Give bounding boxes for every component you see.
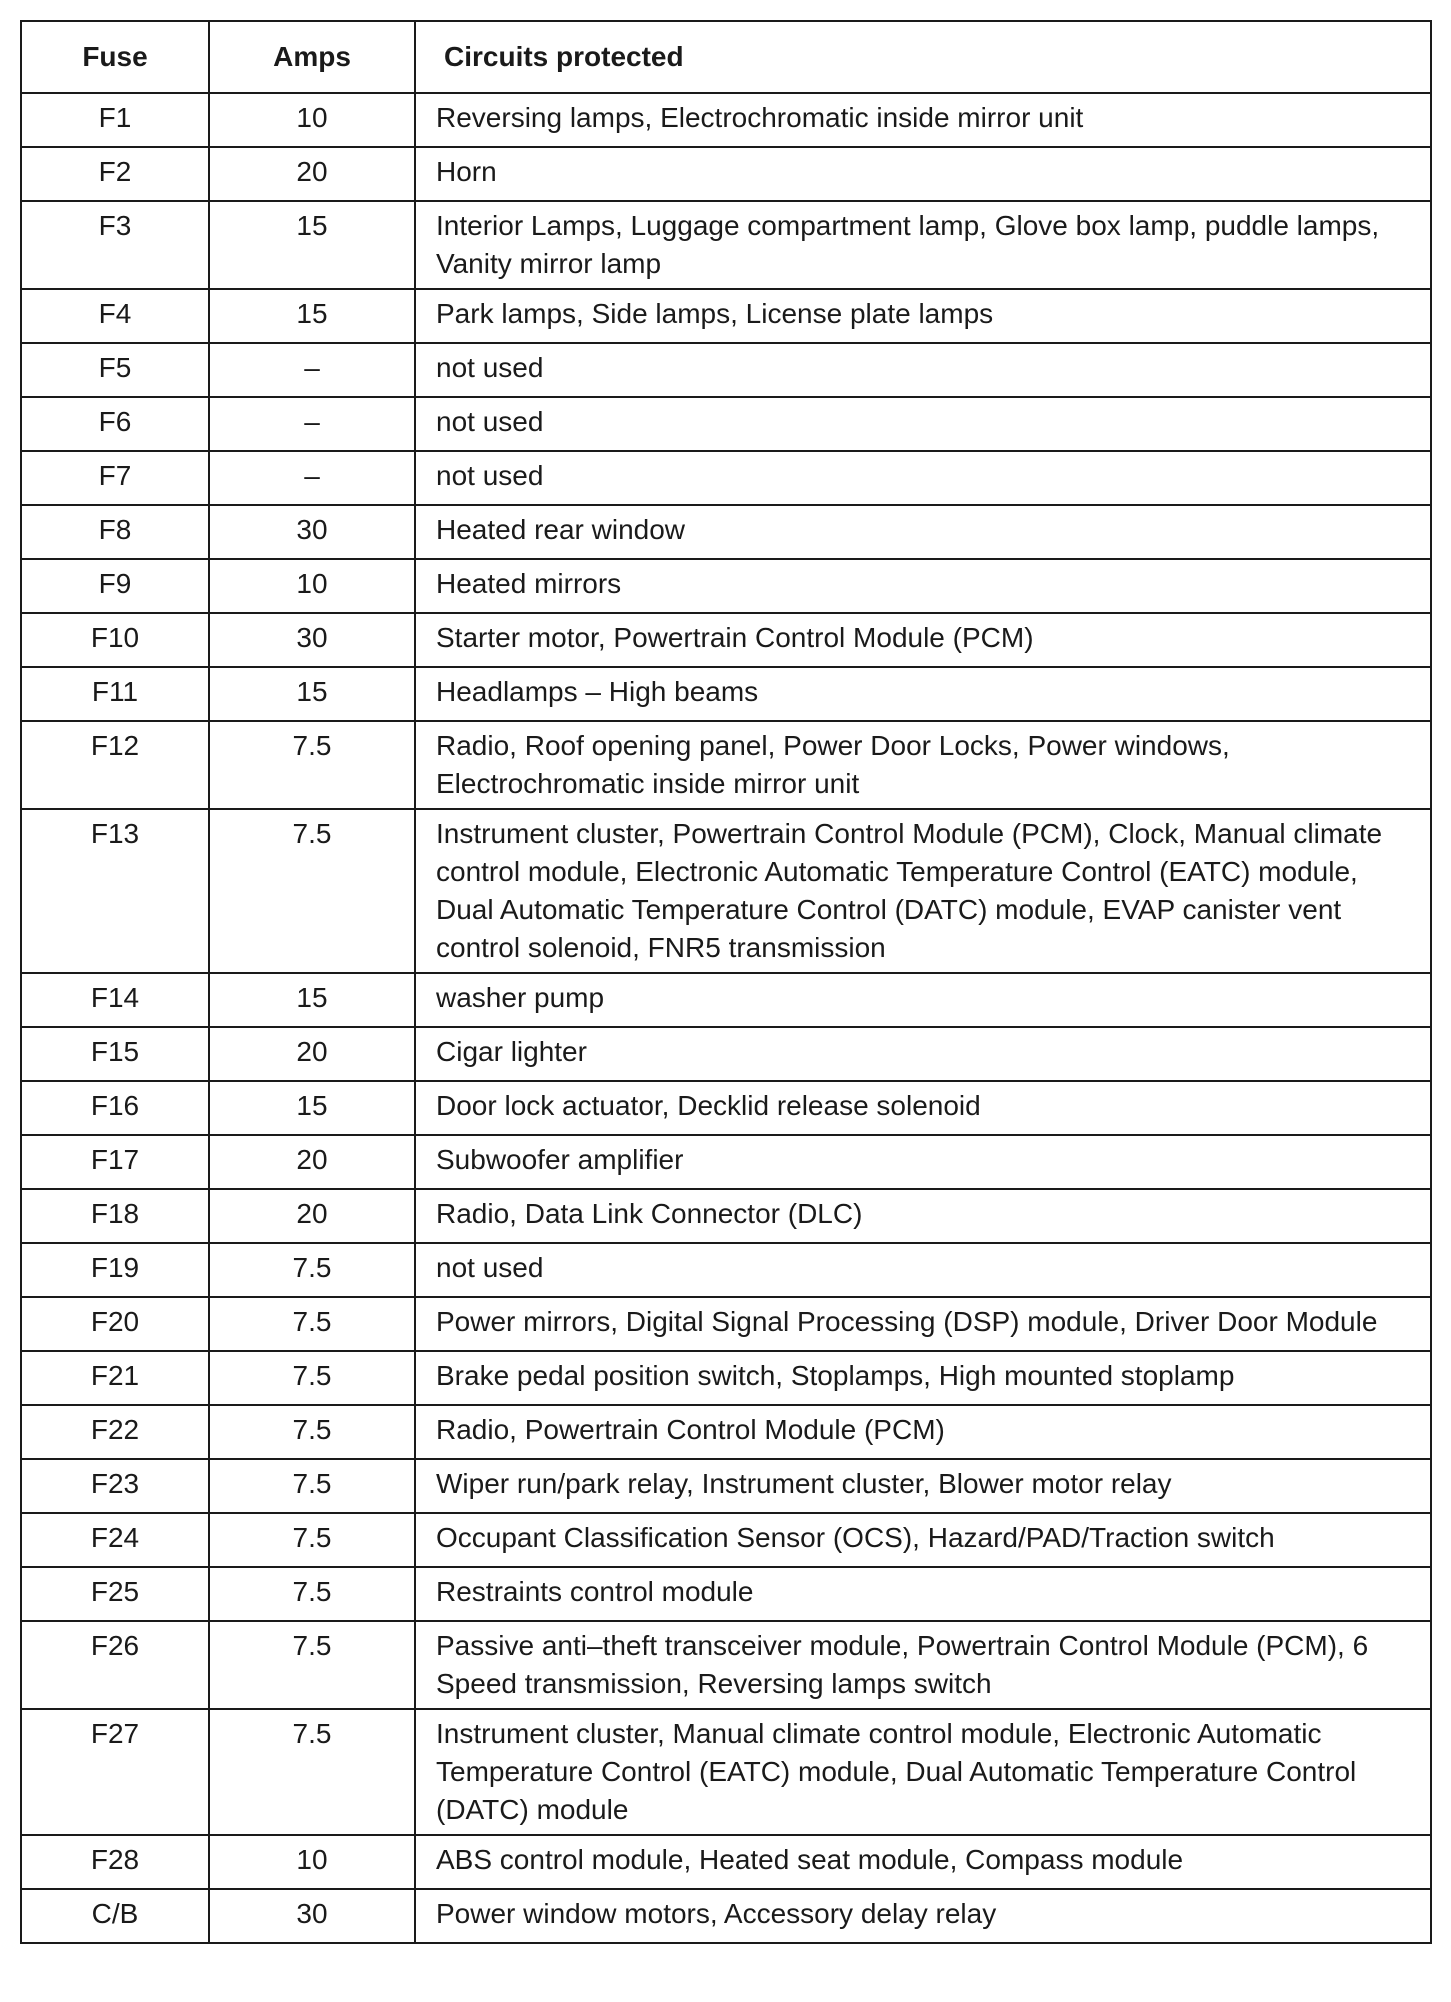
circuits-cell: Radio, Data Link Connector (DLC) — [415, 1189, 1431, 1243]
fuse-cell: F9 — [21, 559, 209, 613]
fuse-cell: F1 — [21, 93, 209, 147]
amps-cell: 10 — [209, 559, 415, 613]
amps-cell: 7.5 — [209, 721, 415, 809]
table-row — [21, 1513, 1431, 1567]
column-header-fuse: Fuse — [21, 21, 209, 93]
table-body — [21, 93, 1431, 1943]
circuits-cell: Power mirrors, Digital Signal Processing (DSP) module, Driver Door Module — [415, 1297, 1431, 1351]
table-row — [21, 1297, 1431, 1351]
amps-cell: 20 — [209, 147, 415, 201]
table-row — [21, 343, 1431, 397]
column-header-circuits: Circuits protected — [415, 21, 1431, 93]
amps-cell: 20 — [209, 1027, 415, 1081]
fuse-cell: F8 — [21, 505, 209, 559]
fuse-cell: F19 — [21, 1243, 209, 1297]
table-row — [21, 973, 1431, 1027]
table-row — [21, 1709, 1431, 1835]
fuse-cell: F27 — [21, 1709, 209, 1835]
circuits-cell: ABS control module, Heated seat module, Compass module — [415, 1835, 1431, 1889]
table-row — [21, 809, 1431, 973]
fuse-cell: F16 — [21, 1081, 209, 1135]
circuits-cell: Headlamps – High beams — [415, 667, 1431, 721]
table-row — [21, 147, 1431, 201]
amps-cell: 10 — [209, 93, 415, 147]
circuits-cell: Door lock actuator, Decklid release solenoid — [415, 1081, 1431, 1135]
circuits-cell: Occupant Classification Sensor (OCS), Hazard/PAD/Traction switch — [415, 1513, 1431, 1567]
amps-cell: 30 — [209, 505, 415, 559]
amps-cell: 15 — [209, 973, 415, 1027]
amps-cell: 7.5 — [209, 1459, 415, 1513]
amps-cell: 7.5 — [209, 1351, 415, 1405]
fuse-cell: F4 — [21, 289, 209, 343]
circuits-cell: Radio, Powertrain Control Module (PCM) — [415, 1405, 1431, 1459]
circuits-cell: Power window motors, Accessory delay relay — [415, 1889, 1431, 1943]
circuits-cell: Starter motor, Powertrain Control Module (PCM) — [415, 613, 1431, 667]
table-row — [21, 1081, 1431, 1135]
circuits-cell: Radio, Roof opening panel, Power Door Locks, Power windows, Electrochromatic inside mirror unit — [415, 721, 1431, 809]
table-row — [21, 1189, 1431, 1243]
circuits-cell: Interior Lamps, Luggage compartment lamp, Glove box lamp, puddle lamps, Vanity mirror lamp — [415, 201, 1431, 289]
fuse-cell: F23 — [21, 1459, 209, 1513]
table-row — [21, 1135, 1431, 1189]
circuits-cell: Instrument cluster, Manual climate control module, Electronic Automatic Temperature Control (EATC) module, Dual Automatic Temperature Control (DATC) module — [415, 1709, 1431, 1835]
circuits-cell: Brake pedal position switch, Stoplamps, High mounted stoplamp — [415, 1351, 1431, 1405]
table-row — [21, 559, 1431, 613]
circuits-cell: not used — [415, 343, 1431, 397]
circuits-cell: not used — [415, 451, 1431, 505]
table-row — [21, 201, 1431, 289]
fuse-cell: F13 — [21, 809, 209, 973]
circuits-cell: Cigar lighter — [415, 1027, 1431, 1081]
amps-cell: 30 — [209, 613, 415, 667]
column-header-amps: Amps — [209, 21, 415, 93]
table-row — [21, 1027, 1431, 1081]
amps-cell: – — [209, 451, 415, 505]
circuits-cell: Subwoofer amplifier — [415, 1135, 1431, 1189]
circuits-cell: Restraints control module — [415, 1567, 1431, 1621]
amps-cell: 7.5 — [209, 1405, 415, 1459]
fuse-cell: F14 — [21, 973, 209, 1027]
fuse-cell: F12 — [21, 721, 209, 809]
amps-cell: 7.5 — [209, 809, 415, 973]
circuits-cell: Park lamps, Side lamps, License plate lamps — [415, 289, 1431, 343]
table-row — [21, 1459, 1431, 1513]
table-row — [21, 93, 1431, 147]
circuits-cell: Heated rear window — [415, 505, 1431, 559]
table-row — [21, 1567, 1431, 1621]
fuse-cell: F28 — [21, 1835, 209, 1889]
table-row — [21, 1351, 1431, 1405]
fuse-cell: F7 — [21, 451, 209, 505]
amps-cell: 15 — [209, 289, 415, 343]
fuse-cell: F18 — [21, 1189, 209, 1243]
amps-cell: 7.5 — [209, 1513, 415, 1567]
amps-cell: 20 — [209, 1189, 415, 1243]
fuse-cell: C/B — [21, 1889, 209, 1943]
circuits-cell: Horn — [415, 147, 1431, 201]
fuse-cell: F21 — [21, 1351, 209, 1405]
fuse-cell: F20 — [21, 1297, 209, 1351]
table-row — [21, 1889, 1431, 1943]
amps-cell: 7.5 — [209, 1243, 415, 1297]
fuse-cell: F17 — [21, 1135, 209, 1189]
amps-cell: 20 — [209, 1135, 415, 1189]
fuse-cell: F26 — [21, 1621, 209, 1709]
fuse-cell: F10 — [21, 613, 209, 667]
amps-cell: – — [209, 397, 415, 451]
amps-cell: 30 — [209, 1889, 415, 1943]
amps-cell: 15 — [209, 201, 415, 289]
amps-cell: 7.5 — [209, 1621, 415, 1709]
circuits-cell: not used — [415, 397, 1431, 451]
circuits-cell: Passive anti–theft transceiver module, Powertrain Control Module (PCM), 6 Speed transmission, Reversing lamps switch — [415, 1621, 1431, 1709]
circuits-cell: Heated mirrors — [415, 559, 1431, 613]
circuits-cell: not used — [415, 1243, 1431, 1297]
table-row — [21, 1405, 1431, 1459]
amps-cell: 7.5 — [209, 1297, 415, 1351]
fuse-table — [20, 20, 1432, 1944]
fuse-cell: F11 — [21, 667, 209, 721]
table-row — [21, 289, 1431, 343]
amps-cell: 7.5 — [209, 1567, 415, 1621]
table-row — [21, 451, 1431, 505]
table-row — [21, 613, 1431, 667]
fuse-cell: F5 — [21, 343, 209, 397]
amps-cell: 15 — [209, 667, 415, 721]
amps-cell: 7.5 — [209, 1709, 415, 1835]
table-row — [21, 667, 1431, 721]
circuits-cell: Instrument cluster, Powertrain Control Module (PCM), Clock, Manual climate control module, Electronic Automatic Temperature Control (EATC) module, Dual Automatic Temperature Control (DATC) module, EVAP canister vent control solenoid, FNR5 transmission — [415, 809, 1431, 973]
fuse-cell: F3 — [21, 201, 209, 289]
circuits-cell: washer pump — [415, 973, 1431, 1027]
table-row — [21, 1243, 1431, 1297]
circuits-cell: Wiper run/park relay, Instrument cluster, Blower motor relay — [415, 1459, 1431, 1513]
fuse-cell: F15 — [21, 1027, 209, 1081]
amps-cell: 15 — [209, 1081, 415, 1135]
table-row — [21, 397, 1431, 451]
fuse-cell: F22 — [21, 1405, 209, 1459]
amps-cell: – — [209, 343, 415, 397]
fuse-cell: F2 — [21, 147, 209, 201]
table-row — [21, 505, 1431, 559]
circuits-cell: Reversing lamps, Electrochromatic inside mirror unit — [415, 93, 1431, 147]
fuse-cell: F25 — [21, 1567, 209, 1621]
amps-cell: 10 — [209, 1835, 415, 1889]
table-row — [21, 721, 1431, 809]
table-header-row — [21, 21, 1431, 93]
table-row — [21, 1621, 1431, 1709]
fuse-cell: F24 — [21, 1513, 209, 1567]
document-page — [20, 20, 1430, 1944]
fuse-cell: F6 — [21, 397, 209, 451]
table-row — [21, 1835, 1431, 1889]
